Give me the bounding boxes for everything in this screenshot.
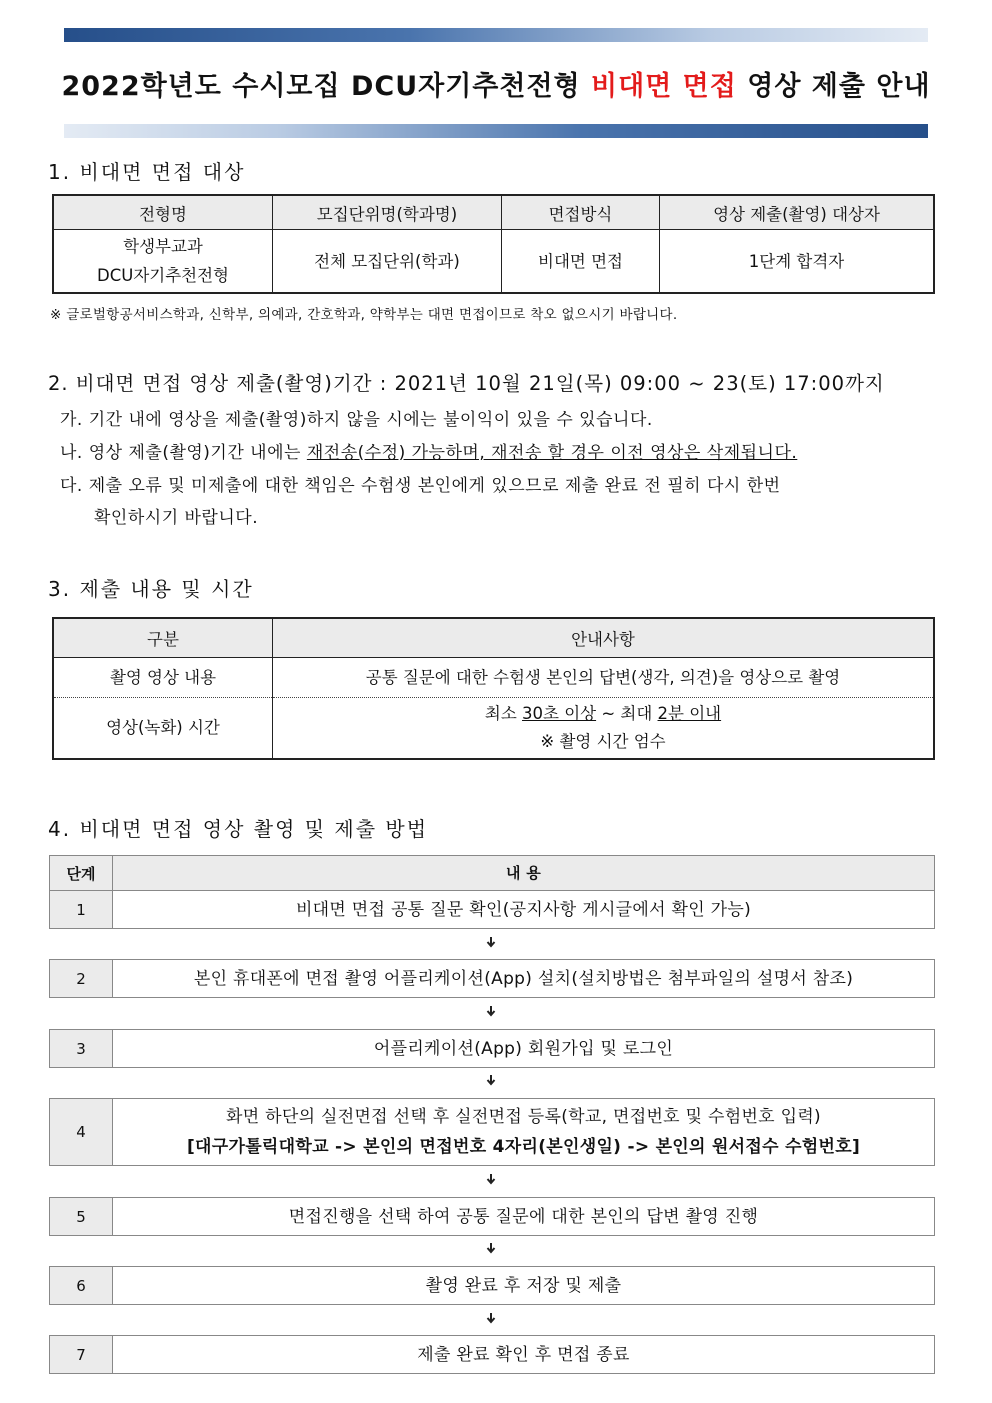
section4-heading: 4. 비대면 면접 영상 촬영 및 제출 방법 [48, 817, 429, 841]
title-highlight: 비대면 면접 [591, 71, 737, 102]
step-row [49, 1098, 935, 1166]
cell-target: 1단계 합격자 [660, 230, 935, 294]
row-label-content: 촬영 영상 내용 [53, 658, 273, 698]
step-row [49, 890, 935, 929]
step-number: 2 [50, 960, 113, 997]
arrow-down-icon [484, 1073, 498, 1087]
content-table [52, 617, 935, 760]
section2-item-na: 나. 영상 제출(촬영)기간 내에는 재전송(수정) 가능하며, 재전송 할 경우 이전 영상은 삭제됩니다. [60, 443, 798, 463]
steps-header [49, 855, 935, 891]
col-header-content: 내 용 [113, 856, 934, 890]
step-number: 3 [50, 1030, 113, 1067]
col-header-method: 면접방식 [502, 195, 660, 230]
row-label-time: 영상(녹화) 시간 [53, 698, 273, 760]
col-header-type: 전형명 [53, 195, 273, 230]
step-text: 제출 완료 확인 후 면접 종료 [417, 1344, 630, 1365]
step-number: 6 [50, 1267, 113, 1304]
arrow-down-icon [484, 1241, 498, 1255]
section3-heading: 3. 제출 내용 및 시간 [48, 577, 254, 601]
step-number: 4 [50, 1099, 113, 1165]
arrow-down-icon [484, 1311, 498, 1325]
step-number: 1 [50, 891, 113, 928]
step-text: 어플리케이션(App) 회원가입 및 로그인 [373, 1038, 674, 1059]
page-title: 2022학년도 수시모집 DCU자기추천전형 비대면 면접 영상 제출 안내 [61, 71, 931, 102]
section2-item-da-cont: 확인하시기 바랍니다. [94, 508, 259, 528]
step-text-bold: [대구가톨릭대학교 -> 본인의 면접번호 4자리(본인생일) -> 본인의 원서접수 수험번호] [186, 1137, 861, 1157]
step-text: 면접진행을 선택 하여 공통 질문에 대한 본인의 답변 촬영 진행 [288, 1206, 759, 1227]
arrow-down-icon [484, 935, 498, 949]
top-decor-bar [64, 28, 928, 42]
row-value-time: 최소 30초 이상 ~ 최대 2분 이내 ※ 촬영 시간 엄수 [273, 698, 935, 760]
step-text: 촬영 완료 후 저장 및 제출 [425, 1275, 622, 1296]
target-table [52, 194, 935, 294]
cell-type: 학생부교과 DCU자기추천전형 [53, 230, 273, 294]
step-number: 7 [50, 1336, 113, 1373]
step-row [49, 1335, 935, 1374]
step-row [49, 959, 935, 998]
cell-method: 비대면 면접 [502, 230, 660, 294]
arrow-down-icon [484, 1004, 498, 1018]
step-text: 본인 휴대폰에 면접 촬영 어플리케이션(App) 설치(설치방법은 첨부파일의 설명서 참조) [193, 968, 854, 989]
step-row [49, 1266, 935, 1305]
arrow-down-icon [484, 1172, 498, 1186]
section1-heading: 1. 비대면 면접 대상 [48, 160, 246, 184]
section2-item-da: 다. 제출 오류 및 미제출에 대한 책임은 수험생 본인에게 있으므로 제출 완료 전 필히 다시 한번 [60, 476, 781, 496]
step-text: 비대면 면접 공통 질문 확인(공지사항 게시글에서 확인 가능) [295, 899, 752, 920]
col-header-unit: 모집단위명(학과명) [273, 195, 502, 230]
col-header-step: 단계 [50, 856, 113, 890]
section1-note: ※ 글로벌항공서비스학과, 신학부, 의예과, 간호학과, 약학부는 대면 면접이므로 착오 없으시기 바랍니다. [50, 307, 678, 323]
col-header-guide: 안내사항 [273, 618, 935, 658]
step-row [49, 1197, 935, 1236]
step-number: 5 [50, 1198, 113, 1235]
step-text: 화면 하단의 실전면접 선택 후 실전면접 등록(학교, 면접번호 및 수험번호 입력) [대구가톨릭대학교 -> 본인의 면접번호 4자리(본인생일) -> 본인의 원서접수 수험번호] [113, 1099, 934, 1165]
cell-unit: 전체 모집단위(학과) [273, 230, 502, 294]
bottom-decor-bar [64, 124, 928, 138]
row-value-content: 공통 질문에 대한 수험생 본인의 답변(생각, 의견)을 영상으로 촬영 [273, 658, 935, 698]
step-row [49, 1029, 935, 1068]
section2-item-ga: 가. 기간 내에 영상을 제출(촬영)하지 않을 시에는 불이익이 있을 수 있습니다. [60, 410, 653, 430]
section2-heading: 2. 비대면 면접 영상 제출(촬영)기간 : 2021년 10월 21일(목) 09:00 ~ 23(토) 17:00까지 [48, 372, 885, 395]
col-header-category: 구분 [53, 618, 273, 658]
col-header-target: 영상 제출(촬영) 대상자 [660, 195, 935, 230]
